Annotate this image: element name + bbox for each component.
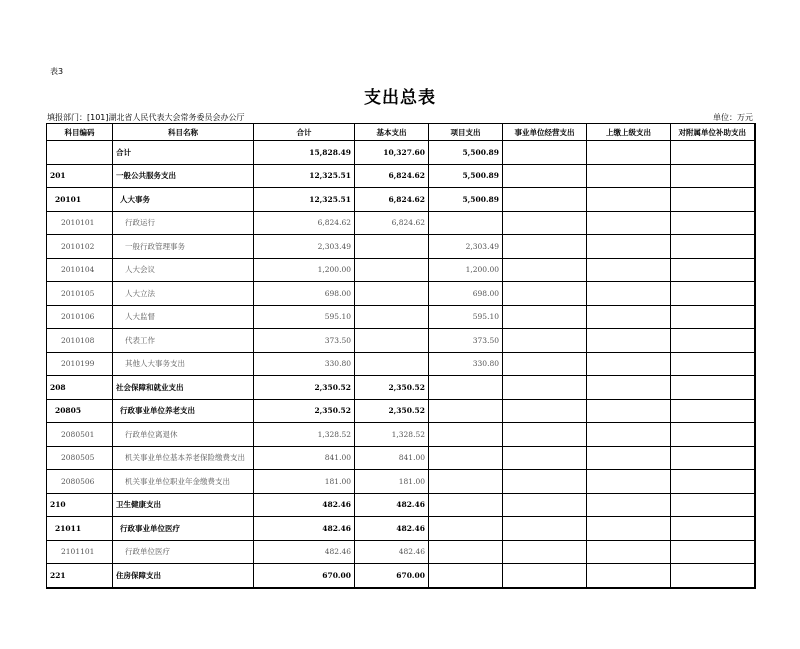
table-row: [47, 188, 755, 212]
cell-basic: [355, 282, 429, 306]
cell-basic: 10,327.60: [355, 141, 429, 165]
table-row: [47, 446, 755, 470]
cell-name: 人大立法: [113, 282, 254, 306]
cell-subsidy: [671, 305, 755, 329]
cell-subsidy: [671, 423, 755, 447]
table-row: [47, 540, 755, 564]
cell-code: 2010199: [47, 352, 113, 376]
cell-name: 行政运行: [113, 211, 254, 235]
cell-project: [429, 564, 503, 588]
table-row: [47, 164, 755, 188]
cell-name: 合计: [113, 141, 254, 165]
cell-basic: 482.46: [355, 517, 429, 541]
cell-project: [429, 423, 503, 447]
cell-basic: 6,824.62: [355, 188, 429, 212]
cell-business: [503, 235, 587, 259]
table-row: [47, 493, 755, 517]
cell-name: 一般行政管理事务: [113, 235, 254, 259]
cell-total: 6,824.62: [254, 211, 355, 235]
cell-upper: [587, 235, 671, 259]
cell-subsidy: [671, 564, 755, 588]
cell-business: [503, 376, 587, 400]
cell-basic: 482.46: [355, 540, 429, 564]
table-row: [47, 352, 755, 376]
col-header-business: 事业单位经营支出: [503, 124, 587, 141]
cell-project: [429, 540, 503, 564]
cell-code: 2010101: [47, 211, 113, 235]
cell-total: 1,200.00: [254, 258, 355, 282]
cell-project: 2,303.49: [429, 235, 503, 259]
cell-name: 代表工作: [113, 329, 254, 353]
cell-code: 221: [47, 564, 113, 588]
cell-total: 1,328.52: [254, 423, 355, 447]
cell-code: 2080506: [47, 470, 113, 494]
cell-code: 20805: [47, 399, 113, 423]
cell-upper: [587, 329, 671, 353]
cell-business: [503, 446, 587, 470]
cell-subsidy: [671, 446, 755, 470]
col-header-subsidy: 对附属单位补助支出: [671, 124, 755, 141]
table-header-row: [47, 124, 755, 141]
cell-total: 2,350.52: [254, 399, 355, 423]
cell-business: [503, 564, 587, 588]
cell-business: [503, 399, 587, 423]
cell-project: 1,200.00: [429, 258, 503, 282]
cell-business: [503, 352, 587, 376]
cell-code: 2010108: [47, 329, 113, 353]
table-row: [47, 305, 755, 329]
cell-project: [429, 517, 503, 541]
cell-subsidy: [671, 164, 755, 188]
cell-total: 482.46: [254, 517, 355, 541]
cell-project: [429, 470, 503, 494]
cell-upper: [587, 352, 671, 376]
cell-upper: [587, 493, 671, 517]
cell-total: 841.00: [254, 446, 355, 470]
cell-subsidy: [671, 470, 755, 494]
cell-total: 12,325.51: [254, 164, 355, 188]
cell-basic: [355, 258, 429, 282]
cell-project: [429, 376, 503, 400]
cell-project: 595.10: [429, 305, 503, 329]
cell-name: 人大会议: [113, 258, 254, 282]
cell-basic: 181.00: [355, 470, 429, 494]
cell-upper: [587, 423, 671, 447]
cell-project: [429, 211, 503, 235]
cell-upper: [587, 399, 671, 423]
cell-basic: [355, 305, 429, 329]
cell-basic: [355, 329, 429, 353]
cell-upper: [587, 305, 671, 329]
cell-code: 2010104: [47, 258, 113, 282]
cell-project: 330.80: [429, 352, 503, 376]
cell-code: 2010102: [47, 235, 113, 259]
cell-subsidy: [671, 376, 755, 400]
cell-upper: [587, 564, 671, 588]
cell-basic: 2,350.52: [355, 376, 429, 400]
table-row: [47, 564, 755, 588]
cell-name: 人大监督: [113, 305, 254, 329]
cell-upper: [587, 517, 671, 541]
cell-name: 行政事业单位养老支出: [113, 399, 254, 423]
cell-project: 698.00: [429, 282, 503, 306]
cell-basic: [355, 352, 429, 376]
cell-upper: [587, 282, 671, 306]
cell-code: 2080505: [47, 446, 113, 470]
cell-code: 21011: [47, 517, 113, 541]
table-row: [47, 258, 755, 282]
cell-total: 595.10: [254, 305, 355, 329]
cell-basic: 6,824.62: [355, 164, 429, 188]
col-header-total: 合计: [254, 124, 355, 141]
cell-name: 一般公共服务支出: [113, 164, 254, 188]
cell-code: 210: [47, 493, 113, 517]
table-row: [47, 517, 755, 541]
cell-name: 机关事业单位职业年金缴费支出: [113, 470, 254, 494]
cell-name: 社会保障和就业支出: [113, 376, 254, 400]
table-row: [47, 282, 755, 306]
cell-upper: [587, 446, 671, 470]
cell-total: 482.46: [254, 493, 355, 517]
cell-business: [503, 423, 587, 447]
cell-basic: 1,328.52: [355, 423, 429, 447]
cell-total: 330.80: [254, 352, 355, 376]
cell-code: 208: [47, 376, 113, 400]
cell-name: 行政单位离退休: [113, 423, 254, 447]
cell-name: 行政事业单位医疗: [113, 517, 254, 541]
cell-upper: [587, 258, 671, 282]
cell-business: [503, 329, 587, 353]
cell-total: 670.00: [254, 564, 355, 588]
col-header-code: 科目编码: [47, 124, 113, 141]
col-header-upper: 上缴上级支出: [587, 124, 671, 141]
unit-label: 单位：万元: [713, 113, 753, 122]
cell-subsidy: [671, 141, 755, 165]
cell-subsidy: [671, 399, 755, 423]
table-row: [47, 329, 755, 353]
cell-business: [503, 188, 587, 212]
cell-project: 373.50: [429, 329, 503, 353]
cell-name: 住房保障支出: [113, 564, 254, 588]
cell-basic: [355, 235, 429, 259]
cell-name: 卫生健康支出: [113, 493, 254, 517]
cell-code: 2101101: [47, 540, 113, 564]
cell-name: 人大事务: [113, 188, 254, 212]
cell-total: 12,325.51: [254, 188, 355, 212]
cell-upper: [587, 540, 671, 564]
cell-code: 20101: [47, 188, 113, 212]
cell-upper: [587, 376, 671, 400]
table-row: [47, 141, 755, 165]
cell-project: 5,500.89: [429, 188, 503, 212]
table-row: [47, 376, 755, 400]
cell-basic: 670.00: [355, 564, 429, 588]
cell-basic: 482.46: [355, 493, 429, 517]
table-row: [47, 399, 755, 423]
cell-subsidy: [671, 211, 755, 235]
cell-business: [503, 493, 587, 517]
cell-business: [503, 282, 587, 306]
table-row: [47, 235, 755, 259]
cell-subsidy: [671, 258, 755, 282]
cell-project: [429, 446, 503, 470]
cell-code: 2010105: [47, 282, 113, 306]
cell-basic: 6,824.62: [355, 211, 429, 235]
department-label: 填报部门：[101]湖北省人民代表大会常务委员会办公厅: [47, 113, 245, 122]
cell-total: 482.46: [254, 540, 355, 564]
cell-business: [503, 141, 587, 165]
cell-total: 373.50: [254, 329, 355, 353]
cell-upper: [587, 141, 671, 165]
cell-business: [503, 258, 587, 282]
cell-total: 2,303.49: [254, 235, 355, 259]
cell-business: [503, 517, 587, 541]
cell-project: [429, 493, 503, 517]
cell-total: 2,350.52: [254, 376, 355, 400]
cell-subsidy: [671, 517, 755, 541]
cell-business: [503, 305, 587, 329]
cell-total: 698.00: [254, 282, 355, 306]
cell-basic: 841.00: [355, 446, 429, 470]
cell-business: [503, 470, 587, 494]
table-row: [47, 423, 755, 447]
cell-subsidy: [671, 540, 755, 564]
cell-subsidy: [671, 329, 755, 353]
cell-project: 5,500.89: [429, 141, 503, 165]
col-header-name: 科目名称: [113, 124, 254, 141]
cell-subsidy: [671, 352, 755, 376]
cell-name: 其他人大事务支出: [113, 352, 254, 376]
cell-code: [47, 141, 113, 165]
col-header-basic: 基本支出: [355, 124, 429, 141]
cell-project: [429, 399, 503, 423]
cell-basic: 2,350.52: [355, 399, 429, 423]
cell-name: 行政单位医疗: [113, 540, 254, 564]
table-number-label: 表3: [50, 67, 64, 76]
table-row: [47, 470, 755, 494]
cell-subsidy: [671, 282, 755, 306]
cell-code: 201: [47, 164, 113, 188]
cell-subsidy: [671, 188, 755, 212]
cell-subsidy: [671, 493, 755, 517]
cell-code: 2010106: [47, 305, 113, 329]
table-row: [47, 211, 755, 235]
cell-business: [503, 164, 587, 188]
cell-total: 15,828.49: [254, 141, 355, 165]
cell-total: 181.00: [254, 470, 355, 494]
cell-business: [503, 540, 587, 564]
col-header-project: 项目支出: [429, 124, 503, 141]
cell-upper: [587, 211, 671, 235]
cell-code: 2080501: [47, 423, 113, 447]
cell-upper: [587, 164, 671, 188]
cell-subsidy: [671, 235, 755, 259]
expenditure-table: [46, 123, 756, 589]
page-title: 支出总表: [364, 88, 436, 108]
cell-upper: [587, 470, 671, 494]
cell-name: 机关事业单位基本养老保险缴费支出: [113, 446, 254, 470]
cell-upper: [587, 188, 671, 212]
cell-business: [503, 211, 587, 235]
cell-project: 5,500.89: [429, 164, 503, 188]
